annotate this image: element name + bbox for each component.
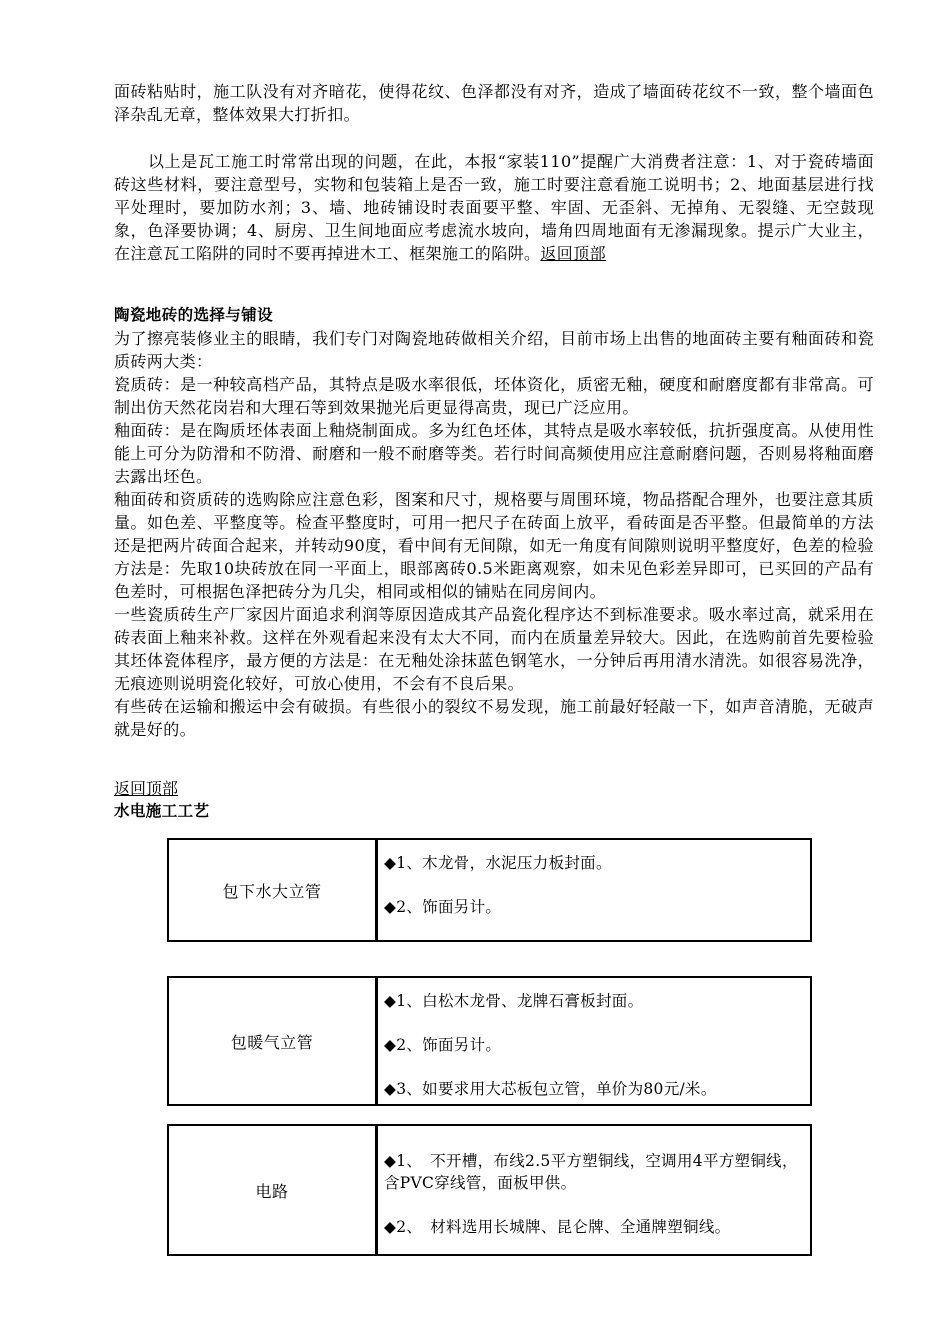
- spec-item: ◆3、如要求用大芯板包立管，单价为80元/米。: [384, 1080, 717, 1098]
- intro-paragraph-1: 面砖粘贴时，施工队没有对齐暗花，使得花纹、色泽都没有对齐，造成了墙面砖花纹不一致，整个墙面色泽杂乱无章，整体效果大打折扣。: [114, 82, 874, 124]
- back-to-top-link-1[interactable]: 返回顶部: [540, 244, 607, 263]
- tiles-section-heading: 陶瓷地砖的选择与铺设: [114, 306, 274, 324]
- spec-item: ◆2、饰面另计。: [384, 898, 502, 916]
- notice-block: [114, 150, 874, 265]
- tiles-paragraph: 有些砖在运输和搬运中会有破损。有些很小的裂纹不易发现，施工前最好轻敲一下，如声音清脆，无破声就是好的。: [114, 697, 874, 739]
- spec-item: ◆1、白松木龙骨、龙牌石膏板封面。: [384, 992, 644, 1010]
- notice-paragraph: 以上是瓦工施工时常常出现的问题，在此，本报“家装110”提醒广大消费者注意：1、对于瓷砖墙面砖这些材料，要注意型号，实物和包装箱上是否一致，施工时要注意看施工说明书；2、地面基层进行找平处理时，要加防水剂；3、墙、地砖铺设时表面要平整、牢固、无歪斜、无掉角、无裂缝、无空鼓现象，色泽要协调；4、厨房、卫生间地面应考虑流水坡向，墙角四周地面有无渗漏现象。提示广大业主，在注意瓦工陷阱的同时不要再掉进木工、框架施工的陷阱。: [114, 152, 874, 263]
- plumbing-section-heading: 水电施工工艺: [114, 802, 210, 820]
- spec-table-drain-pipe: [167, 838, 812, 942]
- spec-items: [378, 1126, 810, 1254]
- tiles-paragraph: 釉面砖和资质砖的选购除应注意色彩，图案和尺寸，规格要与周围环境，物品搭配合理外，也要注意其质量。如色差、平整度等。检查平整度时，可用一把尺子在砖面上放平，看砖面是否平整。但最简单的方法还是把两片砖面合起来，并转动90度，看中间有无间隙，如无一角度有间隙则说明平整度好，色差的检验方法是：先取10块砖放在同一平面上，眼部离砖0.5米距离观察，如未见色彩差异即可，已买回的产品有色差时，可根据色泽把砖分为几尖，相同或相似的铺贴在同房间内。: [114, 490, 874, 601]
- spec-items: [378, 840, 810, 940]
- tiles-paragraph: 一些瓷质砖生产厂家因片面追求利润等原因造成其产品瓷化程序达不到标准要求。吸水率过高，就采用在砖表面上釉来补救。这样在外观看起来没有太大不同，而内在质量差异较大。因此，在选购前首先要检验其坯体瓷体程序，最方便的方法是：在无釉处涂抹蓝色钢笔水，一分钟后再用清水清洗。如很容易洗净，无痕迹则说明瓷化较好，可放心使用，不会有不良后果。: [114, 605, 874, 693]
- spec-item: ◆2、饰面另计。: [384, 1036, 502, 1054]
- spec-label: 包暖气立管: [169, 978, 378, 1104]
- spec-item: ◆2、 材料选用长城牌、昆仑牌、全通牌塑铜线。: [384, 1218, 731, 1236]
- back-to-top-link-2[interactable]: 返回顶部: [114, 779, 179, 798]
- spec-label: 包下水大立管: [169, 840, 378, 940]
- spec-items: [378, 978, 810, 1104]
- tiles-section-body: [114, 327, 874, 741]
- spec-label: 电路: [169, 1126, 378, 1254]
- spec-table-heating-pipe: [167, 976, 812, 1106]
- intro-block: [114, 80, 874, 126]
- tiles-paragraph: 釉面砖：是在陶质坯体表面上釉烧制面成。多为红色坯体，其特点是吸水率较低，抗折强度高。从使用性能上可分为防滑和不防滑、耐磨和一般不耐磨等类。若行时间高频使用应注意耐磨问题，否则易将釉面磨去露出坯色。: [114, 421, 874, 486]
- spec-item: ◆1、 不开槽，布线2.5平方塑铜线，空调用4平方塑铜线，含PVC穿线管，面板甲供。: [384, 1152, 798, 1192]
- spec-item: ◆1、木龙骨，水泥压力板封面。: [384, 854, 612, 872]
- tiles-paragraph: 瓷质砖：是一种较高档产品，其特点是吸水率很低，坯体资化，质密无釉，硬度和耐磨度都有非常高。可制出仿天然花岗岩和大理石等到效果抛光后更显得高贵，现已广泛应用。: [114, 375, 874, 417]
- spec-table-circuit: [167, 1124, 812, 1256]
- tiles-paragraph: 为了擦亮装修业主的眼睛，我们专门对陶瓷地砖做相关介绍，目前市场上出售的地面砖主要有釉面砖和瓷质砖两大类：: [114, 329, 874, 371]
